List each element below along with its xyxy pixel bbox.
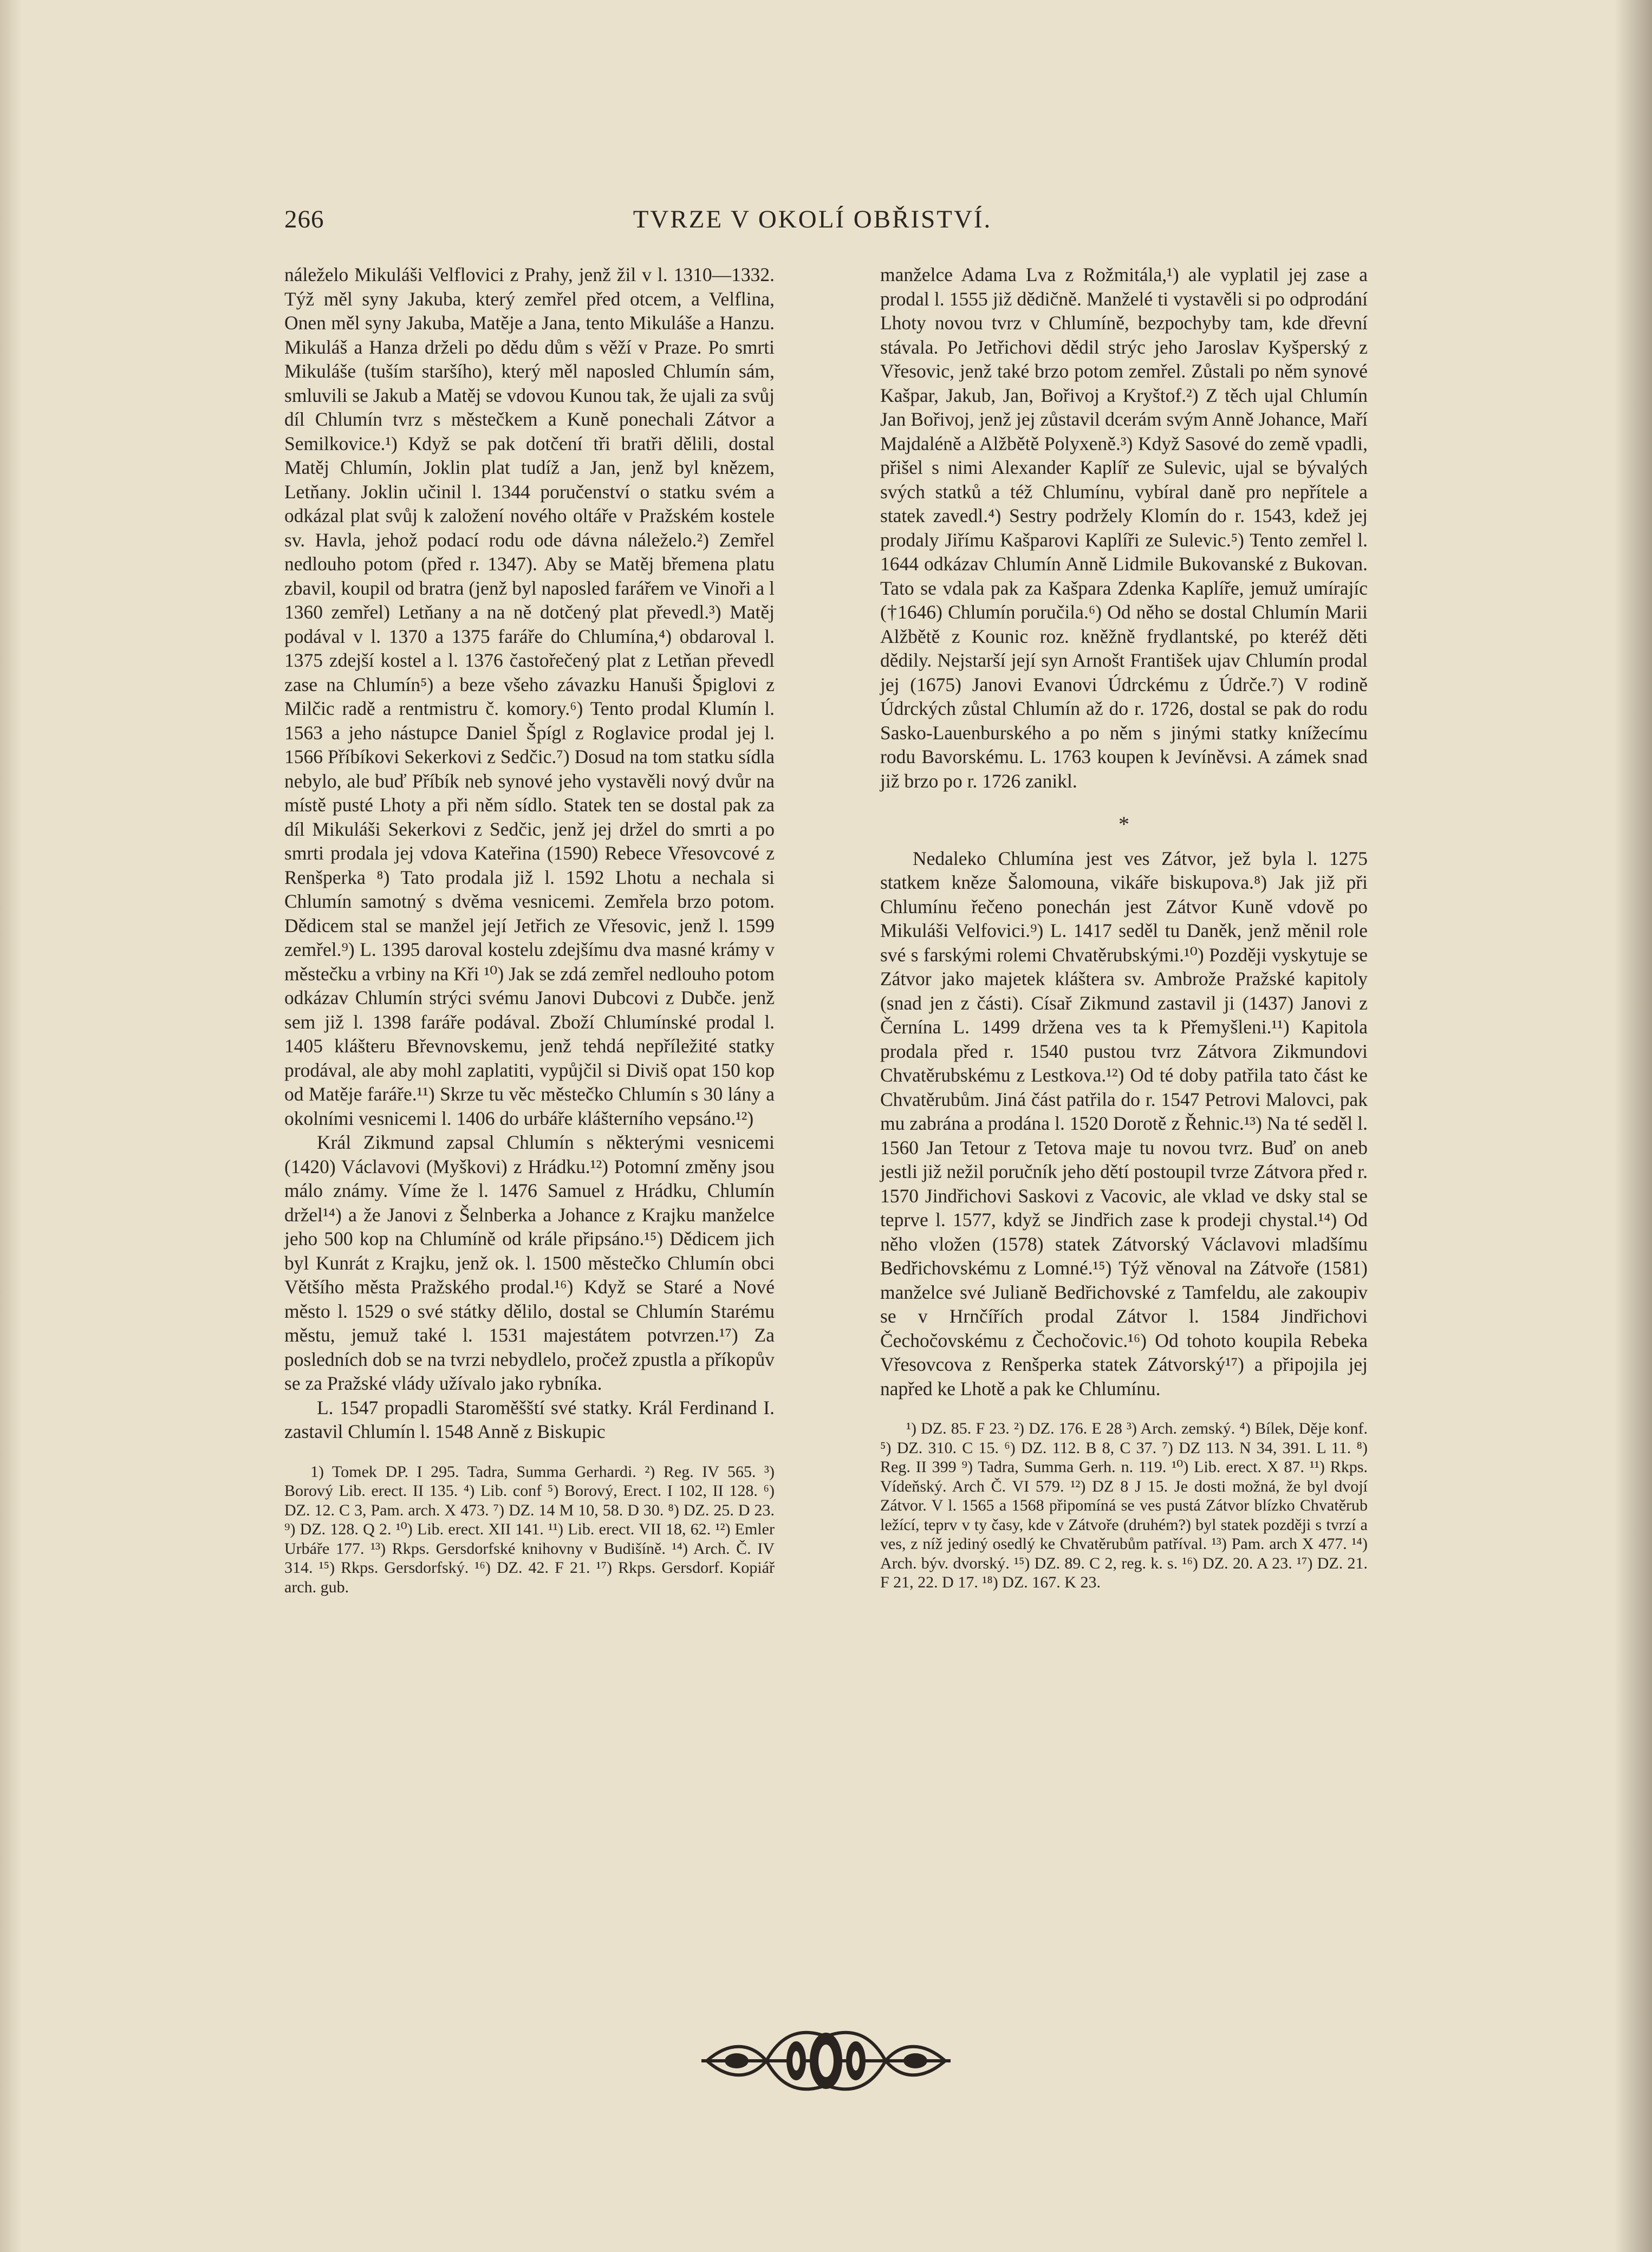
section-separator: * (1118, 812, 1129, 836)
left-paragraph-3: L. 1547 propadli Staroměšští své statky. Král Ferdinand I. zastavil Chlumín l. 1548 Anně z Biskupic (284, 1396, 775, 1442)
tailpiece-ornament (696, 2020, 956, 2101)
left-column (284, 263, 775, 1597)
left-paragraph-1: náleželo Mikuláši Velflovici z Prahy, jenž žil v l. 1310—1332. Týž měl syny Jakuba, který zemřel před otcem, a Velflina, Onen měl syny Jakuba, Matěje a Jana, tento Mikuláše a Hanzu. Mikuláš a Hanza drželi po dědu dům s věží v Praze. Po smrti Mikuláše (tuším staršího), který měl naposled Chlumín sám, smluvili se Jakub a Matěj se vdovou Kunou tak, že ujali za svůj díl Chlumín tvrz s městečkem a Kuně ponechali Zátvor a Semilkovice.¹) Když se pak dotčení tři bratři dělili, dostal Matěj Chlumín, Joklin plat tudíž a Jan, jenž byl knězem, Letňany. Joklin učinil l. 1344 poručenství o statku svém a odkázal plat svůj k založení nového oltáře v Pražském kostele sv. Havla, jehož podací rodu ode dávna náleželo.²) Zemřel nedlouho potom (před r. 1347). Aby se Matěj břemena platu zbavil, koupil od bratra (jenž byl naposled farářem ve Vinoři a l 1360 zemřel) Letňany a na ně dotčený plat převedl.³) Matěj podával v l. 1370 a 1375 faráře do Chlumína,⁴) obdaroval l. 1375 zdejší kostel a l. 1376 častořečený plat z Letňan převedl zase na Chlumín⁵) a beze všeho závazku Hanuši Špiglovi z Milčic radě a rentmistru č. komory.⁶) Tento prodal Klumín l. 1563 a jeho nástupce Daniel Špígl z Roglavice prodal jej l. 1566 Příbíkovi Sekerkovi z Sedčic.⁷) Dosud na tom statku sídla nebylo, ale buď Příbík neb synové jeho vystavěli nový dvůr na místě pusté Lhoty a při něm sídlo. Statek ten se dostal pak za díl Mikuláši Sekerkovi z Sedčic, jenž jej držel do smrti a po smrti prodala jej vdova Kateřina (1590) Rebece Vřesovcové z Renšperka ⁸) Tato prodala již l. 1592 Lhotu a nechala si Chlumín samotný s dvěma vesnicemi. Zemřela brzo potom. Dědicem stal se manžel její Jetřich ze Vřesovic, jenž l. 1599 zemřel.⁹) L. 1395 daroval kostelu zdejšímu dva masné krámy v městečku a vrbiny na Kři ¹⁰) Jak se zdá zemřel nedlouho potom odkázav Chlumín strýci svému Janovi Dubcovi z Dubče. jenž sem již l. 1398 faráře podával. Zboží Chlumínské prodal l. 1405 klášteru Břevnovskemu, jenž tehdá nepříležité statky prodával, ale aby mohl zaplatiti, vypůjčil si Diviš opat 150 kop od Matěje faráře.¹¹) Skrze tu věc městečko Chlumín s 30 lány a okolními vesnicemi l. 1406 do urbáře klášterního vepsáno.¹²) (284, 264, 775, 1129)
page-gutter-shadow (0, 0, 22, 2252)
page-edge-shadow (1614, 0, 1652, 2252)
running-title: TVRZE V OKOLÍ OBŘISTVÍ. (633, 205, 992, 233)
left-paragraph-2: Král Zikmund zapsal Chlumín s některými vesnicemi (1420) Václavovi (Myškovi) z Hrádku.¹²) Potomní změny jsou málo známy. Víme že l. 1476 Samuel z Hrádku, Chlumín držel¹⁴) a že Janovi z Šelnberka a Johance z Krajku manželce jeho 500 kop na Chlumíně od krále připsáno.¹⁵) Dědicem jich byl Kunrát z Krajku, jenž ok. l. 1500 městečko Chlumín obci Většího města Pražského prodal.¹⁶) Když se Staré a Nové město l. 1529 o své státky dělilo, dostal se Chlumín Starému městu, jemuž také l. 1531 majestátem potvrzen.¹⁷) Za posledních dob se na tvrzi nebydlelo, pročež zpustla a příkopův se za Pražské vlády užívalo jako rybníka. (284, 1131, 775, 1394)
page-header (284, 205, 1341, 248)
right-paragraph-2: Nedaleko Chlumína jest ves Zátvor, jež byla l. 1275 statkem kněze Šalomouna, vikáře biskupova.⁸) Jak již při Chlumínu řečeno ponechán jest Zátvor Kuně vdově po Mikuláši Velfovici.⁹) L. 1417 seděl tu Daněk, jenž měnil role své s farskými rolemi Chvatěrubskými.¹⁰) Později vyskytuje se Zátvor jako majetek kláštera sv. Ambrože Pražské kapitoly (snad jen z části). Císař Zikmund zastavil ji (1437) Janovi z Černína L. 1499 držena ves ta k Přemyšleni.¹¹) Kapitola prodala před r. 1540 pustou tvrz Zátvora Zikmundovi Chvatěrubskému z Lestkova.¹²) Od té doby patřila tato část ke Chvatěrubům. Jiná část patřila do r. 1547 Petrovi Malovci, pak mu zabrána a prodána l. 1520 Dorotě z Řehnic.¹³) Na té seděl l. 1560 Jan Tetour z Tetova maje tu novou tvrz. Buď on aneb jestli již nežil poručník jeho dětí postoupil tvrze Zátvora před r. 1570 Jindřichovi Saskovi z Vacovic, ale vklad ve dsky stal se teprve l. 1577, když se Jindřich zase k prodeji chystal.¹⁴) Od něho vložen (1578) statek Zátvorský Václavovi mladšímu Bedřichovskému z Lomné.¹⁵) Týž věnoval na Zátvoře (1581) manželce své Julianě Bedřichovské z Tamfeldu, ale zakoupiv se v Hrnčířích prodal Zátvor l. 1584 Jindřichovi Čechočovskému z Čechočovic.¹⁶) Od tohoto koupila Rebeka Vřesovcova z Renšperka statek Zátvorský¹⁷) a připojila jej napřed ke Lhotě a pak ke Chlumínu. (880, 847, 1368, 1400)
right-footnotes (880, 1419, 1368, 1592)
left-footnotes-text: 1) Tomek DP. I 295. Tadra, Summa Gerhardi. ²) Reg. IV 565. ³) Borový Lib. erect. II 135. ⁴) Lib. conf ⁵) Borový, Erect. I 102, II 128. ⁶) DZ. 12. C 3, Pam. arch. X 473. ⁷) DZ. 14 M 10, 58. D 30. ⁸) DZ. 25. D 23. ⁹) DZ. 128. Q 2. ¹⁰) Lib. erect. XII 141. ¹¹) Lib. erect. VII 18, 62. ¹²) Emler Urbáře 177. ¹³) Rkps. Gersdorfské knihovny v Budišíně. ¹⁴) Arch. Č. IV 314. ¹⁵) Rkps. Gersdorfský. ¹⁶) DZ. 42. F 21. ¹⁷) Rkps. Gersdorf. Kopiář arch. gub. (284, 1462, 775, 1596)
right-footnotes-text: ¹) DZ. 85. F 23. ²) DZ. 176. E 28 ³) Arch. zemský. ⁴) Bílek, Děje konf. ⁵) DZ. 310. C 15. ⁶) DZ. 112. B 8, C 37. ⁷) DZ 113. N 34, 391. L 11. ⁸) Reg. II 399 ⁹) Tadra, Summa Gerh. n. 119. ¹⁰) Lib. erect. X 87. ¹¹) Rkps. Vídeňský. Arch Č. VI 579. ¹²) DZ 8 J 15. Je dosti možná, že byl dvojí Zátvor. V l. 1565 a 1568 připomíná se ves pustá Zátvor blízko Chvatěrub ležící, teprv v ty časy, kde v Zátvoře (druhém?) byl statek později s tvrzí a ves, z níž jediný osedlý ke Chvatěrubům patříval. ¹³) Pam. arch X 477. ¹⁴) Arch. býv. dvorský. ¹⁵) DZ. 89. C 2, reg. k. s. ¹⁶) DZ. 20. A 23. ¹⁷) DZ. 21. F 21, 22. D 17. ¹⁸) DZ. 167. K 23. (880, 1420, 1368, 1591)
right-column (880, 263, 1368, 1592)
right-paragraph-1: manželce Adama Lva z Rožmitála,¹) ale vyplatil jej zase a prodal l. 1555 již dědičně. Manželé ti vystavěli si po odprodání Lhoty novou tvrz v Chlumíně, bezpochyby tam, kde dřevní stávala. Po Jetřichovi dědil strýc jeho Jaroslav Kyšperský z Vřesovic, jenž také brzo potom zemřel. Zůstali po něm synové Kašpar, Jakub, Jan, Bořivoj a Kryštof.²) Z těch ujal Chlumín Jan Bořivoj, jenž jej zůstavil dcerám svým Anně Johance, Maří Majdaléně a Alžbětě Polyxeně.³) Když Sasové do země vpadli, přišel s nimi Alexander Kaplíř ze Sulevic, ujal se bývalých svých statků a též Chlumínu, vybíral daně pro nepřítele a statek zavedl.⁴) Sestry podržely Klomín do r. 1543, kdež jej prodaly Jiřímu Kašparovi Kaplíři ze Sulevic.⁵) Tento zemřel l. 1644 odkázav Chlumín Anně Lidmile Bukovanské z Bukovan. Tato se vdala pak za Kašpara Zdenka Kaplíře, jemuž umírajíc (†1646) Chlumín poručila.⁶) Od něho se dostal Chlumín Marii Alžbětě z Kounic roz. kněžně frydlantské, po kteréž děti dědily. Nejstarší její syn Arnošt František ujav Chlumín prodal jej (1675) Janovi Evanovi Údrckému z Údrče.⁷) V rodině Údrckých zůstal Chlumín až do r. 1726, dostal se pak do rodu Sasko-Lauenburského a po něm s jinými statky knížecímu rodu Bavorskému. L. 1763 koupen k Jevíněvsi. A zámek snad již brzo po r. 1726 zanikl. (880, 264, 1368, 792)
page-number: 266 (284, 205, 324, 233)
left-footnotes (284, 1462, 775, 1597)
